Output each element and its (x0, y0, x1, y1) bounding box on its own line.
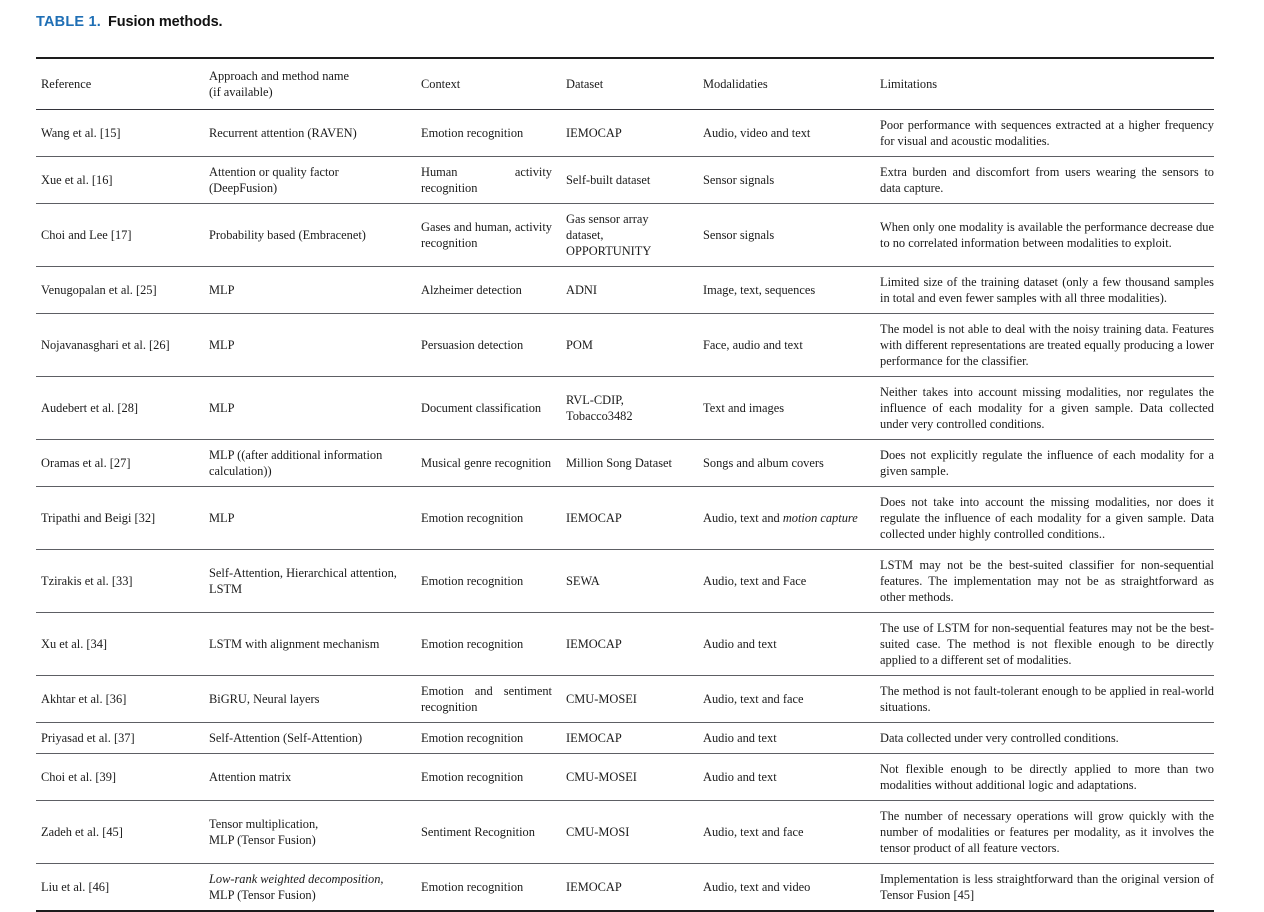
cell-reference: Akhtar et al. [36] (41, 692, 127, 706)
cell-dataset: IEMOCAP (566, 126, 622, 140)
cell-dataset: ADNI (566, 283, 597, 297)
fusion-methods-table (36, 57, 1214, 912)
cell-limitations: The number of necessary operations will grow quickly with the number of modalities or features per modality, as it involves the tensor product of all feature vectors. (880, 809, 1214, 855)
table-row (36, 676, 1214, 723)
cell-approach: Attention or quality factor (DeepFusion) (209, 165, 339, 195)
column-header-context: Context (421, 77, 461, 91)
cell-limitations: LSTM may not be the best-suited classifier for non-sequential features. The implementation may not be as straightforward as other methods. (880, 558, 1214, 604)
table-row (36, 440, 1214, 487)
cell-context: Sentiment Recognition (421, 825, 535, 839)
column-header-dataset: Dataset (566, 77, 604, 91)
cell-context: Persuasion detection (421, 338, 524, 352)
cell-reference: Wang et al. [15] (41, 126, 121, 140)
cell-modalities: Audio, text and face (703, 825, 804, 839)
cell-dataset: RVL-CDIP, Tobacco3482 (566, 393, 633, 423)
cell-limitations: Data collected under very controlled conditions. (880, 731, 1119, 745)
cell-modalities: Image, text, sequences (703, 283, 816, 297)
cell-limitations: Poor performance with sequences extracted at a higher frequency for visual and acoustic modalities. (880, 118, 1214, 148)
cell-context: Human activity recognition (421, 165, 552, 195)
fusion-methods-table-wrap (36, 57, 1214, 912)
table-header-row (36, 58, 1214, 110)
cell-dataset: Self-built dataset (566, 173, 651, 187)
cell-modalities: Text and images (703, 401, 785, 415)
table-row (36, 864, 1214, 912)
cell-modalities: Audio and text (703, 637, 777, 651)
table-row (36, 754, 1214, 801)
cell-limitations: The model is not able to deal with the noisy training data. Features with different representations are treated equally producing a lower performance for the classifier. (880, 322, 1214, 368)
cell-approach: Probability based (Embracenet) (209, 228, 366, 242)
cell-approach-line2: MLP (Tensor Fusion) (209, 833, 316, 847)
cell-context: Gases and human, activity recognition (421, 220, 552, 250)
cell-dataset: CMU-MOSEI (566, 770, 637, 784)
cell-context: Emotion and sentiment recognition (421, 684, 552, 714)
cell-limitations: Extra burden and discomfort from users wearing the sensors to data capture. (880, 165, 1214, 195)
table-row (36, 377, 1214, 440)
cell-reference: Oramas et al. [27] (41, 456, 131, 470)
column-header-approach-line2: (if available) (209, 85, 273, 99)
cell-modalities: Audio, text and face (703, 692, 804, 706)
table-row (36, 723, 1214, 754)
cell-reference: Xu et al. [34] (41, 637, 108, 651)
cell-modalities: Sensor signals (703, 173, 775, 187)
cell-limitations: The method is not fault-tolerant enough to be applied in real-world situations. (880, 684, 1214, 714)
cell-limitations: Limited size of the training dataset (only a few thousand samples in total and even fewer samples with all three modalities). (880, 275, 1214, 305)
cell-dataset: IEMOCAP (566, 637, 622, 651)
cell-modalities: Audio and text (703, 731, 777, 745)
cell-limitations: Neither takes into account missing modalities, nor regulates the influence of each modality for a given sample. Data collected under very controlled conditions. (880, 385, 1214, 431)
cell-approach: BiGRU, Neural layers (209, 692, 320, 706)
cell-dataset: IEMOCAP (566, 731, 622, 745)
cell-limitations: Not flexible enough to be directly applied to more than two modalities without additional logic and adaptations. (880, 762, 1214, 792)
cell-context: Document classification (421, 401, 542, 415)
table-row (36, 157, 1214, 204)
cell-modalities (703, 503, 880, 533)
cell-dataset: IEMOCAP (566, 880, 622, 894)
cell-approach: LSTM with alignment mechanism (209, 637, 380, 651)
cell-approach: Attention matrix (209, 770, 292, 784)
cell-approach: MLP (209, 283, 235, 297)
cell-dataset: CMU-MOSI (566, 825, 630, 839)
cell-approach-plain: MLP (Tensor Fusion) (209, 888, 316, 902)
column-header-approach-line1: Approach and method name (209, 69, 350, 83)
column-header-approach (209, 59, 421, 109)
table-row (36, 613, 1214, 676)
cell-approach-line1: Tensor multiplication, (209, 817, 319, 831)
cell-dataset: Million Song Dataset (566, 456, 673, 470)
cell-modalities: Songs and album covers (703, 456, 824, 470)
cell-context: Emotion recognition (421, 880, 524, 894)
table-row (36, 110, 1214, 157)
table-row (36, 204, 1214, 267)
cell-reference: Choi et al. [39] (41, 770, 117, 784)
cell-context: Emotion recognition (421, 731, 524, 745)
cell-context: Musical genre recognition (421, 456, 552, 470)
cell-context: Emotion recognition (421, 126, 524, 140)
cell-approach (209, 809, 421, 855)
cell-modalities: Audio, text and video (703, 880, 811, 894)
cell-dataset: CMU-MOSEI (566, 692, 637, 706)
column-header-limitations: Limitations (880, 77, 938, 91)
table-row (36, 801, 1214, 864)
cell-limitations: When only one modality is available the performance decrease due to no correlated information between modalities to exploit. (880, 220, 1214, 250)
table-title: Fusion methods. (107, 14, 223, 30)
cell-reference: Tripathi and Beigi [32] (41, 511, 156, 525)
cell-reference: Tzirakis et al. [33] (41, 574, 133, 588)
cell-approach: MLP (209, 338, 235, 352)
cell-approach-italic: Low-rank weighted decomposition, (209, 872, 384, 886)
table-row (36, 267, 1214, 314)
cell-approach: MLP (209, 401, 235, 415)
column-header-modalities: Modalidaties (703, 77, 768, 91)
table-row (36, 550, 1214, 613)
cell-context: Alzheimer detection (421, 283, 522, 297)
cell-context: Emotion recognition (421, 574, 524, 588)
cell-reference: Liu et al. [46] (41, 880, 110, 894)
table-caption (36, 14, 223, 30)
cell-approach: MLP ((after additional information calculation)) (209, 448, 383, 478)
cell-limitations: The use of LSTM for non-sequential features may not be the best-suited case. The method is not flexible enough to be directly applied to a different set of modalities. (880, 621, 1214, 667)
cell-modalities: Sensor signals (703, 228, 775, 242)
cell-limitations: Does not take into account the missing modalities, nor does it regulate the influence of each modality for a given sample. Data collected under highly controlled conditions.. (880, 495, 1214, 541)
cell-modalities: Audio, video and text (703, 126, 811, 140)
cell-dataset: POM (566, 338, 593, 352)
cell-reference: Xue et al. [16] (41, 173, 113, 187)
table-row (36, 487, 1214, 550)
cell-reference: Choi and Lee [17] (41, 228, 132, 242)
cell-dataset: Gas sensor array dataset, OPPORTUNITY (566, 212, 652, 258)
cell-modalities: Face, audio and text (703, 338, 803, 352)
cell-context: Emotion recognition (421, 770, 524, 784)
cell-approach: Recurrent attention (RAVEN) (209, 126, 357, 140)
cell-modalities: Audio and text (703, 770, 777, 784)
cell-reference: Zadeh et al. [45] (41, 825, 123, 839)
cell-limitations: Implementation is less straightforward than the original version of Tensor Fusion [45] (880, 872, 1214, 902)
cell-reference: Nojavanasghari et al. [26] (41, 338, 170, 352)
cell-reference: Venugopalan et al. [25] (41, 283, 157, 297)
cell-modalities-plain: Audio, text and (703, 511, 783, 525)
cell-modalities-italic: motion capture (782, 511, 858, 525)
cell-limitations: Does not explicitly regulate the influence of each modality for a given sample. (880, 448, 1214, 478)
cell-approach: MLP (209, 511, 235, 525)
cell-approach (209, 864, 421, 910)
cell-approach: Self-Attention, Hierarchical attention, LSTM (209, 566, 397, 596)
cell-context: Emotion recognition (421, 511, 524, 525)
cell-approach: Self-Attention (Self-Attention) (209, 731, 363, 745)
cell-reference: Audebert et al. [28] (41, 401, 139, 415)
table-number: TABLE 1. (36, 14, 101, 30)
cell-dataset: SEWA (566, 574, 600, 588)
cell-reference: Priyasad et al. [37] (41, 731, 135, 745)
cell-context: Emotion recognition (421, 637, 524, 651)
cell-modalities: Audio, text and Face (703, 574, 807, 588)
table-row (36, 314, 1214, 377)
column-header-reference: Reference (41, 77, 92, 91)
cell-dataset: IEMOCAP (566, 511, 622, 525)
